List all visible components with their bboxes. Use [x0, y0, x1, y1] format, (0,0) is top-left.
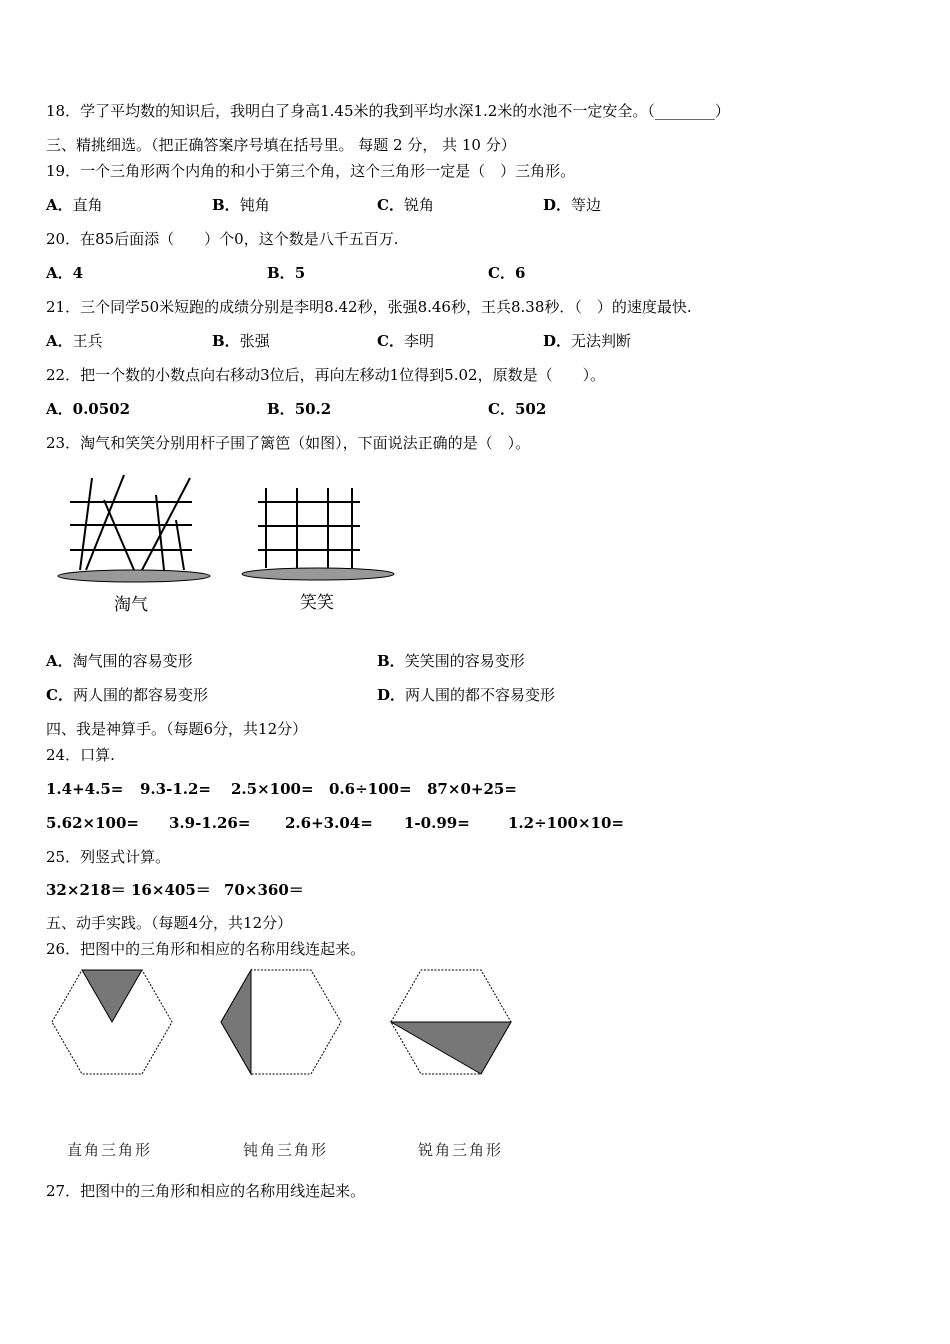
q20-option-b: B．5: [267, 264, 306, 282]
q21-option-b: B．张强: [212, 332, 270, 350]
hexagon-figure-3: [389, 966, 514, 1078]
q25-expr: 16×405＝: [131, 881, 211, 899]
section-3-heading: 三、精挑细选。（把正确答案序号填在括号里。 每题 2 分， 共 10 分）: [46, 136, 516, 154]
q23-option-a: A．淘气围的容易变形: [46, 652, 193, 670]
q19-option-a: A．直角: [46, 196, 103, 214]
q23-option-d: D．两人围的都不容易变形: [377, 686, 556, 704]
taoqi-label: 淘气: [114, 595, 148, 615]
q24-expr: 87×0+25=: [427, 780, 517, 798]
q25-expr: 32×218＝: [46, 881, 126, 899]
q24-expr: 9.3-1.2=: [140, 780, 211, 798]
q19-option-d: D．等边: [543, 196, 602, 214]
q25-expr: 70×360＝: [224, 881, 304, 899]
taoqi-fence-figure: [52, 470, 217, 620]
q23-option-b: B．笑笑围的容易变形: [377, 652, 525, 670]
q24-expr: 3.9-1.26=: [169, 814, 251, 832]
q21-option-a: A．王兵: [46, 332, 103, 350]
xiaoxiao-fence-figure: [236, 470, 401, 620]
q20-option-c: C．6: [488, 264, 526, 282]
q24-expr: 2.5×100=: [231, 780, 314, 798]
q21-option-c: C．李明: [377, 332, 434, 350]
q23-option-c: C．两人围的都容易变形: [46, 686, 208, 704]
question-26-stem: 26．把图中的三角形和相应的名称用线连起来。: [46, 940, 366, 958]
question-19-stem: 19．一个三角形两个内角的和小于第三个角，这个三角形一定是（ ）三角形。: [46, 162, 576, 180]
q22-option-b: B．50.2: [267, 400, 332, 418]
question-21-stem: 21．三个同学50米短跑的成绩分别是李明8.42秒，张强8.46秒，王兵8.38秒．（ ）的速度最快.: [46, 298, 692, 316]
acute-triangle-label: 锐角三角形: [418, 1141, 504, 1159]
section-4-heading: 四、我是神算手。（每题6分，共12分）: [46, 720, 308, 738]
question-23-stem: 23．淘气和笑笑分别用杆子围了篱笆（如图），下面说法正确的是（ ）。: [46, 434, 531, 452]
q24-expr: 1-0.99=: [404, 814, 470, 832]
q24-expr: 1.2÷100×10=: [508, 814, 624, 832]
obtuse-triangle-label: 钝角三角形: [243, 1141, 329, 1159]
hexagon-figure-2: [219, 966, 344, 1078]
question-20-stem: 20．在85后面添（ ）个0，这个数是八千五百万.: [46, 230, 399, 248]
q22-option-c: C．502: [488, 400, 547, 418]
question-27: 27．把图中的三角形和相应的名称用线连起来。: [46, 1182, 366, 1200]
question-24-stem: 24．口算.: [46, 746, 115, 764]
q21-option-d: D．无法判断: [543, 332, 632, 350]
question-18: 18．学了平均数的知识后，我明白了身高1.45米的我到平均水深1.2米的水池不一定安全。（________）: [46, 102, 730, 120]
section-5-heading: 五、动手实践。（每题4分，共12分）: [46, 914, 293, 932]
right-triangle-label: 直角三角形: [67, 1141, 153, 1159]
q24-expr: 5.62×100=: [46, 814, 139, 832]
q24-expr: 0.6÷100=: [329, 780, 412, 798]
q24-expr: 2.6+3.04=: [285, 814, 373, 832]
q19-option-c: C．锐角: [377, 196, 434, 214]
q24-expr: 1.4+4.5=: [46, 780, 124, 798]
q22-option-a: A．0.0502: [46, 400, 131, 418]
hexagon-figure-1: [50, 966, 175, 1078]
question-25-stem: 25．列竖式计算。: [46, 848, 171, 866]
question-22-stem: 22．把一个数的小数点向右移动3位后，再向左移动1位得到5.02，原数是（ ）。: [46, 366, 606, 384]
q20-option-a: A．4: [46, 264, 84, 282]
xiaoxiao-label: 笑笑: [300, 593, 334, 613]
q19-option-b: B．钝角: [212, 196, 270, 214]
